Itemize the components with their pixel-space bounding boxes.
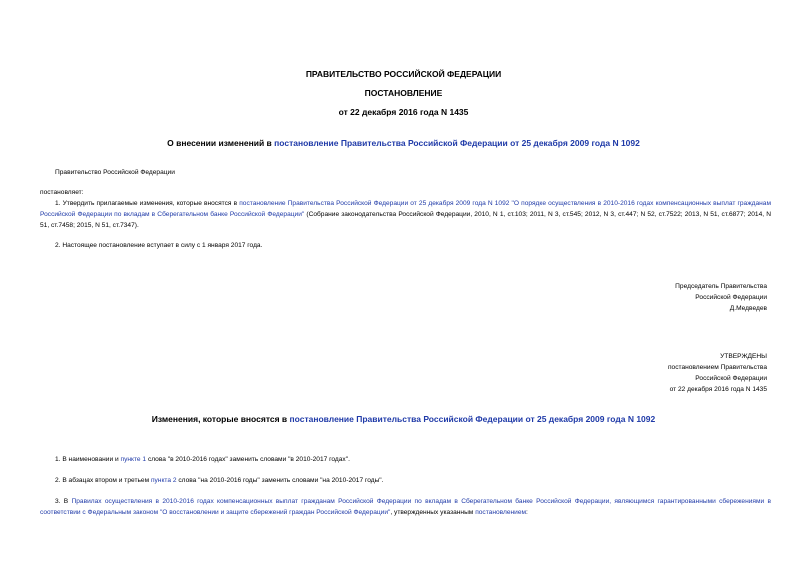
approval-line-3: Российской Федерации xyxy=(695,375,767,382)
signature-name: Д.Медведев xyxy=(729,305,767,312)
change-1-link[interactable]: пункте 1 xyxy=(120,456,147,463)
change-3-rules-link[interactable]: Правилах осуществления в 2010-2016 годах компенсационных выплат гражданам Российской Федерации по вкладам в Сберегательном банке Российской Федерации, являющимся гарантированными сбережениями в соответствии с Федеральным законом "О восстановлении и защите сбережений граждан Российской Федерации" xyxy=(40,498,772,516)
change-1-paragraph xyxy=(55,454,350,465)
change-3-text-start: 3. В xyxy=(55,498,72,505)
signature-org: Российской Федерации xyxy=(695,294,767,301)
change-1-text-start: 1. В наименовании и xyxy=(55,456,121,463)
government-name: Правительство Российской Федерации xyxy=(55,169,175,176)
item-1-paragraph xyxy=(40,198,771,231)
subject-link[interactable]: постановление Правительства Российской Федерации от 25 декабря 2009 года N 1092 xyxy=(274,138,640,148)
government-heading: ПРАВИТЕЛЬСТВО РОССИЙСКОЙ ФЕДЕРАЦИИ xyxy=(305,69,502,79)
change-3-text-middle: , утвержденных указанным xyxy=(390,509,476,516)
item-1-text-start: 1. Утвердить прилагаемые изменения, которые вносятся в xyxy=(55,200,240,207)
document-type: ПОСТАНОВЛЕНИЕ xyxy=(364,88,443,98)
resolves-text: постановляет: xyxy=(40,189,84,196)
approval-block xyxy=(668,351,767,395)
change-2-paragraph xyxy=(55,475,383,486)
change-1-text-end: слова "в 2010-2016 годах" заменить словами "в 2010-2017 годах". xyxy=(146,456,350,463)
changes-title xyxy=(0,414,807,424)
change-3-paragraph xyxy=(40,496,771,518)
changes-title-prefix: Изменения, которые вносятся в xyxy=(151,414,290,424)
document-date: от 22 декабря 2016 года N 1435 xyxy=(338,107,469,117)
approval-line-2: постановлением Правительства xyxy=(667,364,767,371)
item-1-text-end: (Собрание законодательства Российской Федерации, 2010, N 1, ст.103; 2011, N 3, ст.545; 2012, N 3, ст.447; N 52, ст.7522; 2013, N 51, ст.6877; 2014, N 51, ст.7458; 2015, N 51, ст.7347). xyxy=(40,211,771,229)
document-subject xyxy=(0,138,807,148)
change-2-text-start: 2. В абзацах втором и третьем xyxy=(55,477,151,484)
item-2-paragraph: 2. Настоящее постановление вступает в силу с 1 января 2017 года. xyxy=(55,242,263,249)
approval-title: УТВЕРЖДЕНЫ xyxy=(720,353,767,360)
subject-prefix: О внесении изменений в xyxy=(167,138,275,148)
changes-title-link[interactable]: постановление Правительства Российской Федерации от 25 декабря 2009 года N 1092 xyxy=(289,414,656,424)
change-2-text-end: слова "на 2010-2016 годы" заменить словами "на 2010-2017 годы". xyxy=(176,477,384,484)
signature-title: Председатель Правительства xyxy=(675,283,767,290)
change-3-resolution-link[interactable]: постановлением xyxy=(475,509,527,516)
change-3-text-end: : xyxy=(526,509,528,516)
change-2-link[interactable]: пункта 2 xyxy=(150,477,177,484)
approval-date: от 22 декабря 2016 года N 1435 xyxy=(669,386,767,393)
item-1-link[interactable]: постановление Правительства Российской Федерации от 25 декабря 2009 года N 1092 "О порядке осуществления в 2010-2016 годах компенсационных выплат гражданам Российской Федерации по вкладам в Сберегательном банке Российской Федерации" xyxy=(40,200,771,218)
signature-block xyxy=(675,281,767,314)
